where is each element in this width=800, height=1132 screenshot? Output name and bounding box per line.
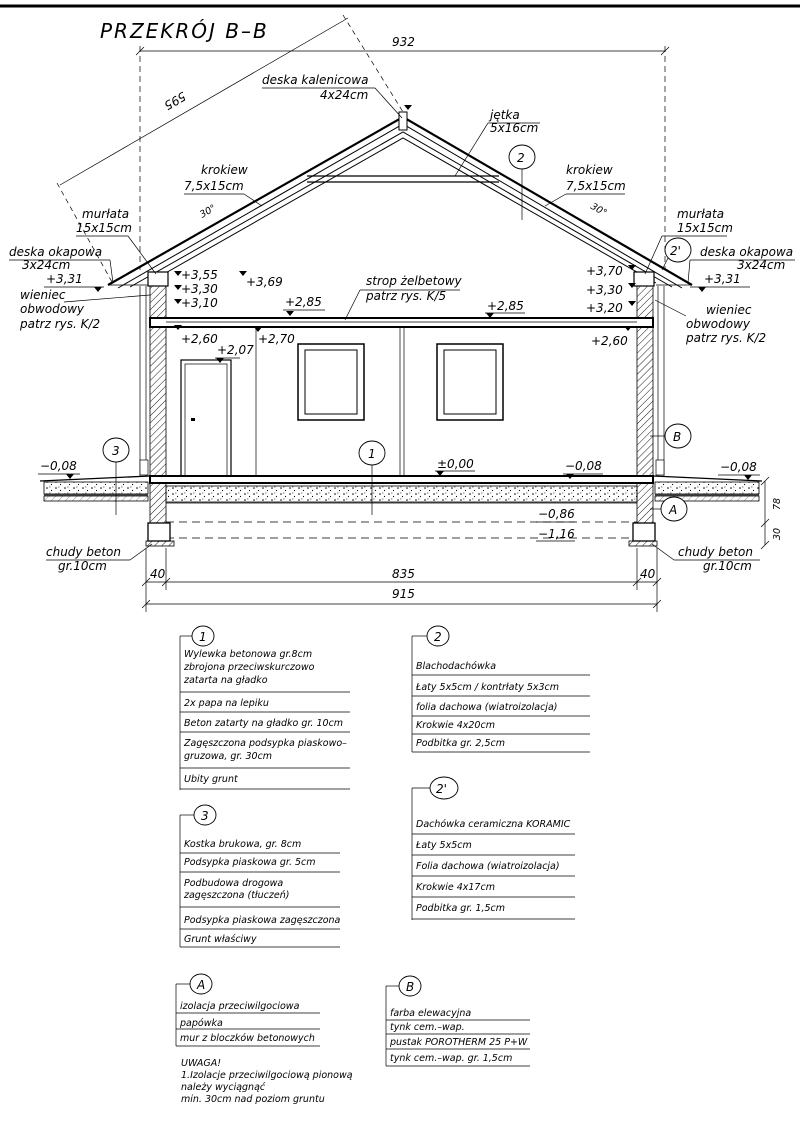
label-rafter-right-size: 7,5x15cm (566, 179, 626, 193)
svg-text:Podbitka gr. 1,5cm: Podbitka gr. 1,5cm (416, 903, 505, 914)
floor-foundation (146, 476, 657, 546)
svg-text:Kostka brukowa, gr. 8cm: Kostka brukowa, gr. 8cm (184, 839, 302, 850)
ceiling-slab (150, 318, 653, 327)
svg-text:40: 40 (150, 567, 166, 581)
legend-2-prime (412, 777, 575, 920)
label-slab-1: strop żelbetowy (366, 274, 462, 288)
level-355: +3,55 (181, 268, 218, 282)
svg-text:1.Izolacje przeciwilgociową pi: 1.Izolacje przeciwilgociową pionową (181, 1070, 353, 1081)
label-wallplate-right: murłata (677, 207, 725, 221)
svg-text:Grunt właściwy: Grunt właściwy (184, 934, 257, 945)
svg-text:folia dachowa (wiatroizolacja): folia dachowa (wiatroizolacja) (416, 702, 558, 713)
legend-1 (180, 626, 350, 790)
level-330-left: +3,30 (181, 282, 218, 296)
window-right (437, 344, 503, 420)
label-lean-concrete-right-thk: gr.10cm (703, 559, 752, 573)
svg-text:Podbitka gr. 2,5cm: Podbitka gr. 2,5cm (416, 738, 505, 749)
svg-text:tynk cem.–wap. gr. 1,5cm: tynk cem.–wap. gr. 1,5cm (390, 1053, 513, 1064)
svg-text:40: 40 (640, 567, 656, 581)
svg-text:B: B (406, 980, 415, 994)
level-116: −1,16 (538, 527, 575, 541)
svg-text:A: A (669, 503, 678, 517)
svg-text:izolacja przeciwilgociowa: izolacja przeciwilgociowa (180, 1001, 300, 1012)
svg-text:30: 30 (772, 527, 783, 540)
svg-text:Krokwie 4x20cm: Krokwie 4x20cm (416, 720, 495, 731)
label-collar: jętka (490, 108, 520, 122)
svg-text:3: 3 (112, 444, 120, 458)
label-ring-beam-right-3: patrz rys. K/2 (686, 331, 767, 345)
svg-text:Folia dachowa (wiatroizolacja): Folia dachowa (wiatroizolacja) (416, 861, 560, 872)
svg-text:Ubity grunt: Ubity grunt (184, 774, 238, 785)
legend-b (386, 976, 530, 1066)
svg-text:835: 835 (392, 567, 415, 581)
ridge-board (399, 112, 407, 130)
label-ring-beam-left-2: obwodowy (20, 302, 84, 316)
marker-2-roof (509, 145, 535, 220)
svg-text:2: 2 (434, 630, 442, 644)
label-eaves-left: deska okapowa (9, 245, 103, 259)
svg-text:Łaty 5x5cm / kontrłaty 5x3cm: Łaty 5x5cm / kontrłaty 5x3cm (416, 682, 560, 693)
level-369: +3,69 (246, 275, 283, 289)
label-ring-beam-left-3: patrz rys. K/2 (20, 317, 101, 331)
left-wall (140, 272, 168, 476)
svg-text:1: 1 (199, 630, 207, 644)
svg-text:farba elewacyjna: farba elewacyjna (390, 1008, 472, 1019)
level-285-a: +2,85 (285, 295, 322, 309)
label-ring-beam-right-1: wieniec (706, 303, 752, 317)
svg-text:A: A (197, 978, 206, 992)
level-370: +3,70 (586, 264, 623, 278)
level-330-right: +3,30 (586, 283, 623, 297)
level-331-right: +3,31 (704, 272, 741, 286)
svg-text:należy wyciągnąć: należy wyciągnąć (181, 1082, 266, 1093)
note (181, 1058, 353, 1105)
ground-left (40, 476, 150, 501)
svg-text:zbrojona przeciwskurczowo: zbrojona przeciwskurczowo (184, 662, 315, 673)
svg-text:2': 2' (436, 782, 447, 796)
drawing-title: PRZEKRÓJ B–B (100, 19, 269, 43)
marker-b (650, 424, 691, 448)
level-310: +3,10 (181, 296, 218, 310)
legend-3 (180, 805, 341, 947)
label-wallplate-left: murłata (82, 207, 130, 221)
svg-text:B: B (673, 430, 682, 444)
level-008-left: −0,08 (40, 459, 77, 473)
level-000: ±0,00 (437, 457, 474, 471)
label-wallplate-right-size: 15x15cm (677, 221, 733, 235)
label-lean-concrete-left: chudy beton (46, 545, 121, 559)
svg-text:Podsypka piaskowa gr. 5cm: Podsypka piaskowa gr. 5cm (184, 857, 316, 868)
label-ridge-board: deska kalenicowa (262, 73, 369, 87)
svg-text:zagęszczona (tłuczeń): zagęszczona (tłuczeń) (184, 890, 290, 901)
svg-text:3: 3 (201, 809, 209, 823)
svg-text:Zagęszczona podsypka piaskowo–: Zagęszczona podsypka piaskowo– (184, 738, 347, 749)
label-ring-beam-right-2: obwodowy (686, 317, 750, 331)
door (181, 360, 231, 476)
label-collar-size: 5x16cm (490, 121, 539, 135)
svg-text:915: 915 (392, 587, 415, 601)
label-ridge-board-size: 4x24cm (320, 88, 369, 102)
label-lean-concrete-right: chudy beton (678, 545, 753, 559)
svg-text:tynk cem.–wap.: tynk cem.–wap. (390, 1022, 465, 1033)
svg-text:Łaty 5x5cm: Łaty 5x5cm (416, 840, 472, 851)
svg-text:min. 30cm nad poziom gruntu: min. 30cm nad poziom gruntu (181, 1094, 325, 1105)
level-260-left: +2,60 (181, 332, 218, 346)
level-008-right: −0,08 (720, 460, 757, 474)
level-285-b: +2,85 (487, 299, 524, 313)
level-260-right: +2,60 (591, 334, 628, 348)
dim-roof-width (136, 35, 669, 270)
svg-text:gruzowa, gr. 30cm: gruzowa, gr. 30cm (184, 751, 273, 762)
svg-text:papówka: papówka (180, 1018, 223, 1029)
level-331-left: +3,31 (46, 272, 83, 286)
level-270: +2,70 (258, 332, 295, 346)
level-207: +2,07 (217, 343, 254, 357)
label-wallplate-left-size: 15x15cm (76, 221, 132, 235)
svg-text:Podbudowa drogowa: Podbudowa drogowa (184, 878, 284, 889)
svg-text:Wylewka betonowa gr.8cm: Wylewka betonowa gr.8cm (184, 649, 313, 660)
dim-vertical (761, 477, 783, 549)
svg-text:78: 78 (772, 497, 783, 510)
svg-text:Beton zatarty na gładko gr. 10: Beton zatarty na gładko gr. 10cm (184, 718, 344, 729)
label-eaves-left-size: 3x24cm (22, 258, 71, 272)
label-rafter-right: krokiew (566, 163, 613, 177)
svg-text:zatarta na gładko: zatarta na gładko (184, 675, 268, 686)
level-086: −0,86 (538, 507, 575, 521)
svg-text:pustak POROTHERM 25 P+W: pustak POROTHERM 25 P+W (390, 1037, 528, 1048)
marker-2-prime (662, 238, 691, 270)
label-lean-concrete-left-thk: gr.10cm (58, 559, 107, 573)
label-ring-beam-left-1: wieniec (20, 288, 66, 302)
svg-text:mur z bloczków betonowych: mur z bloczków betonowych (180, 1033, 315, 1044)
svg-text:2': 2' (670, 244, 681, 258)
dim-slope-length (57, 15, 403, 282)
svg-text:Podsypka piaskowa zagęszczona: Podsypka piaskowa zagęszczona (184, 915, 341, 926)
svg-text:Dachówka ceramiczna KORAMIC: Dachówka ceramiczna KORAMIC (416, 819, 571, 830)
svg-text:595: 595 (161, 88, 189, 113)
svg-text:Blachodachówka: Blachodachówka (416, 661, 497, 672)
legend-a (176, 974, 320, 1046)
window-left (298, 344, 364, 420)
angle-left: 30° (198, 202, 219, 221)
level-320: +3,20 (586, 301, 623, 315)
svg-text:2: 2 (517, 151, 525, 165)
svg-text:Krokwie 4x17cm: Krokwie 4x17cm (416, 882, 495, 893)
roof (108, 112, 692, 288)
dim-bottom (142, 548, 661, 612)
ground-right (653, 476, 762, 501)
svg-text:2x papa na lepiku: 2x papa na lepiku (184, 698, 269, 709)
angle-right: 30° (588, 201, 609, 220)
label-slab-2: patrz rys. K/5 (366, 289, 447, 303)
level-008-mid: −0,08 (565, 459, 602, 473)
label-eaves-right: deska okapowa (700, 245, 794, 259)
label-eaves-right-size: 3x24cm (737, 258, 786, 272)
label-rafter-left-size: 7,5x15cm (184, 179, 244, 193)
svg-text:932: 932 (392, 35, 415, 49)
label-rafter-left: krokiew (201, 163, 248, 177)
svg-text:UWAGA!: UWAGA! (181, 1058, 222, 1069)
svg-text:1: 1 (368, 447, 376, 461)
legend-2 (412, 626, 590, 752)
